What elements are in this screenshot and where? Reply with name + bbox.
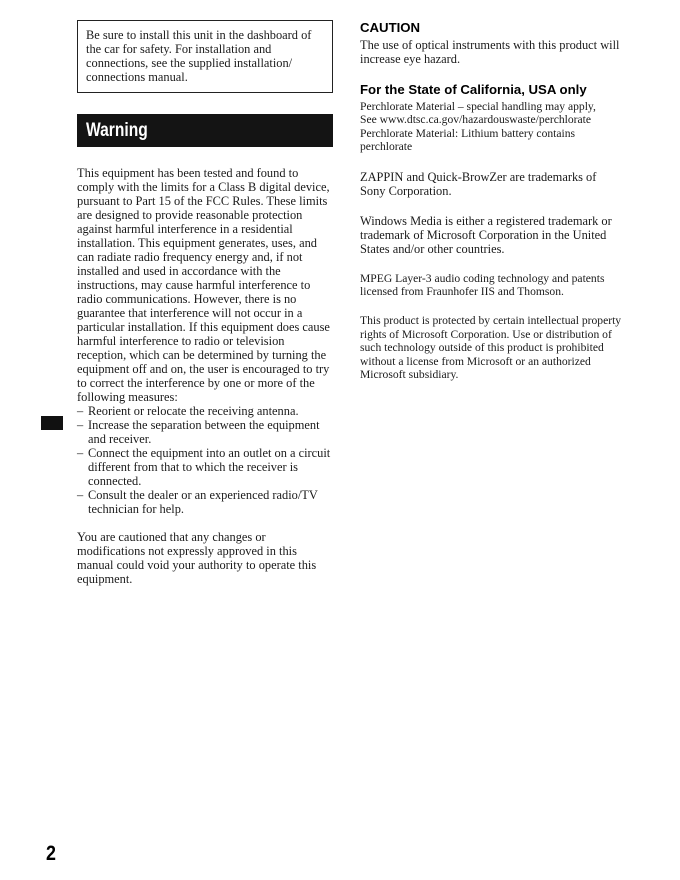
installation-notice-text: Be sure to install this unit in the dashboard of the car for safety. For installation and connections, see the supplied installation/ connections manual. <box>86 28 312 84</box>
zappin-trademark-text: ZAPPIN and Quick-BrowZer are trademarks of Sony Corporation. <box>360 169 597 198</box>
left-column <box>77 20 333 586</box>
dash-marker: – <box>77 488 84 502</box>
list-item: – Increase the separation between the equipment and receiver. <box>77 418 320 446</box>
page-number: 2 <box>46 842 56 865</box>
warning-heading-bar <box>77 114 333 147</box>
list-item: – Connect the equipment into an outlet on a circuit different from that to which the receiver is connected. <box>77 446 331 488</box>
perchlorate-see-line: See www.dtsc.ca.gov/hazardouswaste/perchlorate <box>360 113 592 127</box>
windows-media-trademark-text: Windows Media is either a registered trademark or trademark of Microsoft Corporation in the United States and/or other countries. <box>360 213 612 256</box>
list-item: – Consult the dealer or an experienced radio/TV technician for help. <box>77 488 318 516</box>
perchlorate-line: Perchlorate Material – special handling may apply, <box>360 100 596 113</box>
mpeg-license-text: MPEG Layer-3 audio coding technology and patents licensed from Fraunhofer IIS and Thomson. <box>360 271 605 299</box>
dash-marker: – <box>77 418 84 432</box>
list-item: – Reorient or relocate the receiving antenna. <box>77 404 299 418</box>
modification-caution-text: You are cautioned that any changes or modifications not expressly approved in this manual could void your authority to operate this equipment. <box>77 530 317 586</box>
perchlorate-link[interactable]: www.dtsc.ca.gov/hazardouswaste/perchlorate <box>379 113 592 127</box>
california-heading: For the State of California, USA only <box>360 82 587 97</box>
dash-marker: – <box>77 446 84 460</box>
microsoft-ip-text: This product is protected by certain intellectual property rights of Microsoft Corporation. Use or distribution of such technology outside of this product is prohibited without a license from Microsoft or an authorized Microsoft subsidiary. <box>360 314 622 382</box>
caution-text: The use of optical instruments with this product will increase eye hazard. <box>360 38 620 66</box>
dash-marker: – <box>77 404 84 418</box>
measures-list <box>77 404 333 516</box>
caution-heading: CAUTION <box>360 20 421 35</box>
right-column <box>360 20 622 381</box>
installation-notice-box <box>77 20 333 93</box>
fcc-statement: This equipment has been tested and found to comply with the limits for a Class B digital device, pursuant to Part 15 of the FCC Rules. These limits are designed to provide reasonable protection against harmful interference in a residential installation. This equipment generates, uses, and can radiate radio frequency energy and, if not installed and used in accordance with the instructions, may cause harmful interference to radio communications. However, there is no guarantee that interference will not occur in a particular installation. If this equipment does cause harmful interference to radio or television reception, which can be determined by turning the equipment off and on, the user is encouraged to try to correct the interference by one or more of the following measures: <box>77 166 330 404</box>
warning-heading: Warning <box>86 120 148 141</box>
perchlorate-battery-text: Perchlorate Material: Lithium battery contains perchlorate <box>360 126 576 154</box>
section-tab-marker <box>41 416 63 430</box>
